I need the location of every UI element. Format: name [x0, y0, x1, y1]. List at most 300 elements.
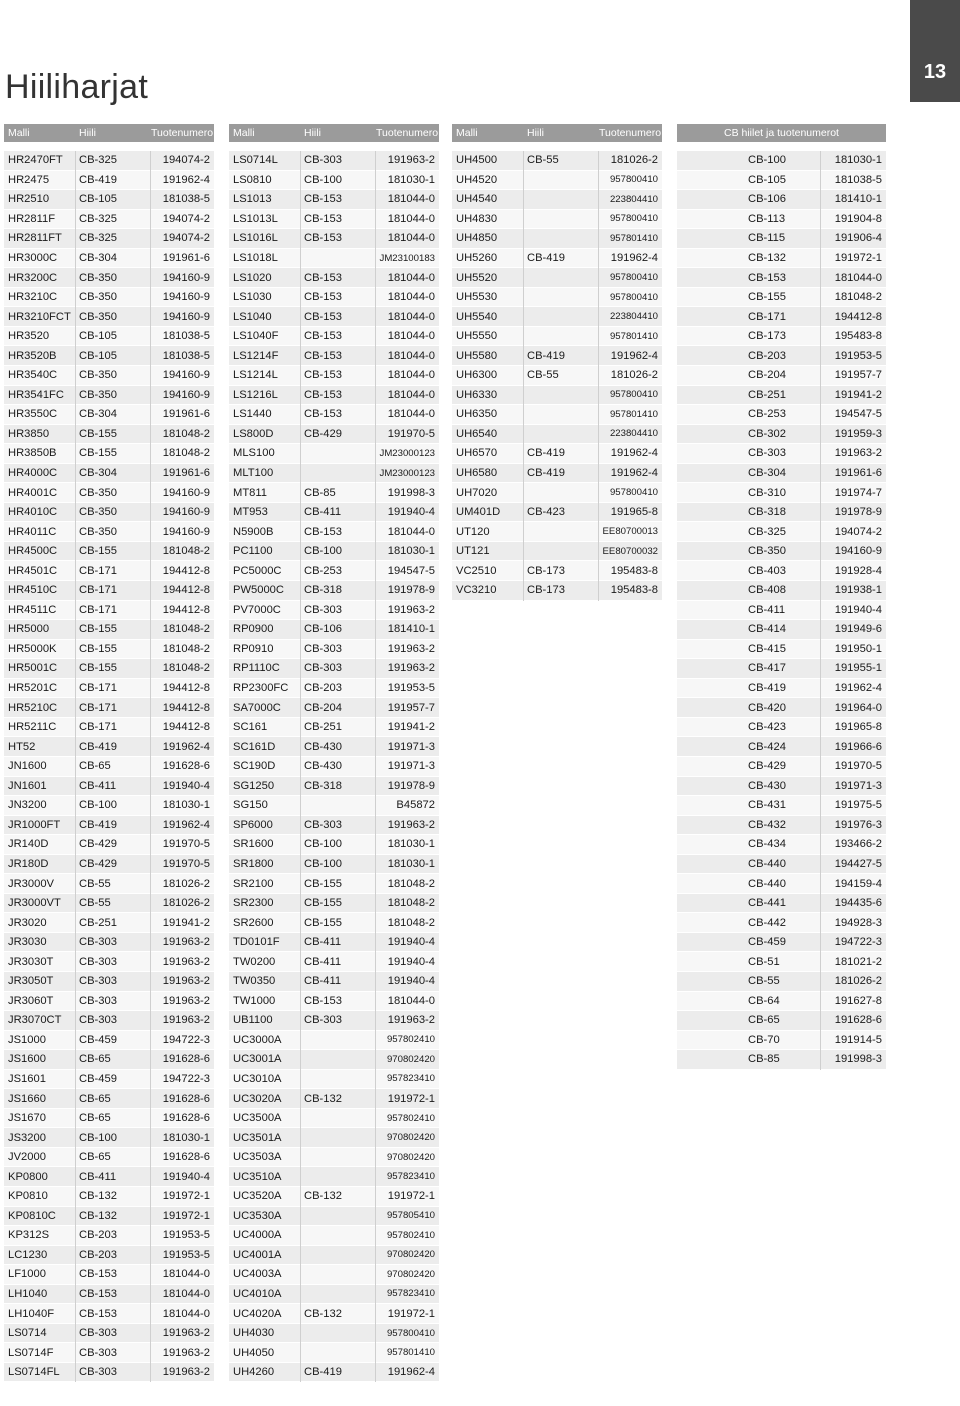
cell-tuotenumero: 191963-2 — [387, 154, 435, 167]
cell-malli: SR2600 — [233, 916, 274, 929]
cell-malli: HR5201C — [8, 682, 58, 695]
cell-hiili: CB-105 — [79, 193, 117, 206]
table-row — [4, 952, 214, 972]
cell-tuotenumero: 181044-0 — [162, 1307, 210, 1320]
table-row — [452, 151, 662, 171]
table-row — [229, 1128, 439, 1148]
cell-malli: RP0900 — [233, 623, 274, 636]
cell-hiili: CB-303 — [79, 1346, 117, 1359]
cell-tuotenumero: 181048-2 — [162, 545, 210, 558]
table-row — [4, 561, 214, 581]
table-row — [4, 464, 214, 484]
cell-malli: MLT100 — [233, 467, 274, 480]
table-row — [4, 444, 214, 464]
cell-malli: UH6350 — [456, 408, 498, 421]
cell-tuotenumero: 181030-1 — [834, 154, 882, 167]
table-row — [4, 1128, 214, 1148]
table-row — [4, 601, 214, 621]
cell-tuotenumero: 194547-5 — [834, 408, 882, 421]
table-row — [677, 366, 886, 386]
cell-hiili: CB-171 — [748, 310, 786, 323]
table-row — [229, 1148, 439, 1168]
table-row — [229, 171, 439, 191]
cell-hiili: CB-173 — [527, 564, 565, 577]
cell-tuotenumero: 957801410 — [386, 1347, 435, 1359]
cell-tuotenumero: 191957-7 — [834, 369, 882, 382]
cell-hiili: CB-303 — [79, 1327, 117, 1340]
cell-tuotenumero: 181038-5 — [162, 349, 210, 362]
cell-tuotenumero: 191949-6 — [834, 623, 882, 636]
cell-malli: UH5520 — [456, 271, 498, 284]
table-row — [229, 346, 439, 366]
column-divider — [300, 151, 301, 1382]
table-row — [4, 1187, 214, 1207]
cell-malli: JR140D — [8, 838, 49, 851]
table-row — [229, 698, 439, 718]
table-row — [229, 190, 439, 210]
table-row — [4, 1265, 214, 1285]
table-row — [677, 386, 886, 406]
cell-malli: HR3541FC — [8, 388, 64, 401]
table-row — [452, 327, 662, 347]
cell-tuotenumero: 191941-2 — [162, 916, 210, 929]
cell-malli: HR3200C — [8, 271, 58, 284]
cell-tuotenumero: 191940-4 — [387, 506, 435, 519]
cell-hiili: CB-55 — [748, 975, 780, 988]
cell-hiili: CB-411 — [304, 506, 342, 519]
cell-tuotenumero: 191628-6 — [162, 1092, 210, 1105]
cell-hiili: CB-419 — [304, 1366, 342, 1379]
cell-malli: VC3210 — [456, 584, 497, 597]
table-row — [4, 816, 214, 836]
cell-hiili: CB-105 — [79, 349, 117, 362]
cell-hiili: CB-325 — [79, 232, 117, 245]
table-column-3 — [452, 124, 662, 601]
cell-tuotenumero: 194722-3 — [162, 1072, 210, 1085]
cell-tuotenumero: 194412-8 — [162, 584, 210, 597]
cell-tuotenumero: 957800410 — [609, 272, 658, 284]
table-row — [677, 601, 886, 621]
cell-tuotenumero: 191938-1 — [834, 584, 882, 597]
cell-tuotenumero: 181044-0 — [162, 1268, 210, 1281]
table-row — [229, 542, 439, 562]
cell-hiili: CB-441 — [748, 897, 786, 910]
cell-tuotenumero: 191963-2 — [387, 642, 435, 655]
cell-hiili: CB-153 — [304, 310, 342, 323]
cell-tuotenumero: 191627-8 — [834, 994, 882, 1007]
column-divider — [375, 151, 376, 1382]
table-row — [229, 1187, 439, 1207]
cell-tuotenumero: 191906-4 — [834, 232, 882, 245]
cell-tuotenumero: 181026-2 — [610, 154, 658, 167]
cell-tuotenumero: 181026-2 — [162, 877, 210, 890]
cell-tuotenumero: 181026-2 — [162, 897, 210, 910]
table-row — [4, 640, 214, 660]
cell-hiili: CB-55 — [527, 369, 559, 382]
cell-tuotenumero: 191978-9 — [387, 584, 435, 597]
table-row — [4, 386, 214, 406]
cell-tuotenumero: 191972-1 — [162, 1190, 210, 1203]
table-row — [677, 777, 886, 797]
cell-malli: KP0810 — [8, 1190, 48, 1203]
cell-tuotenumero: 191963-2 — [162, 1366, 210, 1379]
cell-tuotenumero: 181030-1 — [387, 838, 435, 851]
table-row — [4, 366, 214, 386]
cell-malli: UC4020A — [233, 1307, 282, 1320]
cell-tuotenumero: 181030-1 — [162, 799, 210, 812]
table-row — [229, 835, 439, 855]
cell-tuotenumero: 191974-7 — [834, 486, 882, 499]
cell-malli: UT121 — [456, 545, 490, 558]
cell-tuotenumero: 181021-2 — [834, 955, 882, 968]
cell-tuotenumero: 195483-8 — [610, 564, 658, 577]
table-row — [229, 1226, 439, 1246]
table-row — [229, 307, 439, 327]
table-row — [229, 1167, 439, 1187]
table-row — [677, 307, 886, 327]
cell-hiili: CB-415 — [748, 642, 786, 655]
table-row — [677, 698, 886, 718]
cell-malli: LS1214F — [233, 349, 279, 362]
table-row — [677, 972, 886, 992]
cell-malli: LS1013L — [233, 212, 278, 225]
cell-malli: UH6300 — [456, 369, 498, 382]
cell-hiili: CB-411 — [79, 779, 117, 792]
cell-tuotenumero: 191953-5 — [834, 349, 882, 362]
cell-malli: HR4000C — [8, 467, 58, 480]
cell-tuotenumero: 191972-1 — [387, 1307, 435, 1320]
cell-hiili: CB-303 — [304, 603, 342, 616]
table-row — [4, 327, 214, 347]
cell-tuotenumero: 191972-1 — [387, 1092, 435, 1105]
table-row — [229, 581, 439, 601]
cell-hiili: CB-419 — [79, 818, 117, 831]
cell-tuotenumero: 223804410 — [609, 311, 658, 323]
cell-tuotenumero: 191940-4 — [387, 975, 435, 988]
cell-malli: LS1440 — [233, 408, 272, 421]
cell-malli: JS1670 — [8, 1112, 46, 1125]
cell-hiili: CB-325 — [79, 212, 117, 225]
cell-tuotenumero: 191962-4 — [834, 682, 882, 695]
cell-malli: UC3010A — [233, 1072, 282, 1085]
table-row — [4, 835, 214, 855]
cell-hiili: CB-303 — [748, 447, 786, 460]
cell-hiili: CB-100 — [304, 838, 342, 851]
table-row — [4, 581, 214, 601]
cell-malli: UH4850 — [456, 232, 498, 245]
table-row — [229, 1050, 439, 1070]
cell-hiili: CB-203 — [304, 682, 342, 695]
cell-tuotenumero: 191962-4 — [610, 252, 658, 264]
cell-hiili: CB-55 — [527, 154, 559, 167]
cell-tuotenumero: 181026-2 — [834, 975, 882, 988]
cell-tuotenumero: 191978-9 — [834, 506, 882, 519]
table-row — [229, 1011, 439, 1031]
cell-malli: UC4010A — [233, 1287, 282, 1300]
cell-malli: LH1040 — [8, 1287, 48, 1300]
cell-hiili: CB-105 — [748, 173, 786, 186]
cell-malli: LS0714L — [233, 154, 278, 167]
cell-tuotenumero: 223804410 — [609, 428, 658, 440]
cell-malli: JV2000 — [8, 1151, 46, 1164]
table-row — [229, 444, 439, 464]
table-row — [677, 874, 886, 894]
cell-tuotenumero: 181044-0 — [387, 232, 435, 245]
cell-tuotenumero: 191963-2 — [387, 662, 435, 675]
table-row — [677, 796, 886, 816]
cell-tuotenumero: 181038-5 — [162, 330, 210, 343]
cell-hiili: CB-65 — [79, 1112, 111, 1125]
cell-hiili: CB-106 — [748, 193, 786, 206]
cell-malli: HR3520B — [8, 349, 57, 362]
table-row — [452, 405, 662, 425]
cell-tuotenumero: 191628-6 — [162, 1112, 210, 1125]
cell-hiili: CB-203 — [748, 349, 786, 362]
table-row — [452, 464, 662, 484]
table-row — [229, 1343, 439, 1363]
cell-malli: HT52 — [8, 740, 36, 753]
cell-tuotenumero: 194412-8 — [162, 701, 210, 714]
cell-hiili: CB-132 — [79, 1209, 117, 1222]
table-row — [229, 1089, 439, 1109]
cell-tuotenumero: 957801410 — [609, 408, 658, 420]
table-row — [4, 933, 214, 953]
cell-tuotenumero: 191962-4 — [610, 447, 658, 460]
cell-tuotenumero: 191972-1 — [387, 1190, 435, 1203]
cell-hiili: CB-411 — [304, 975, 342, 988]
cell-hiili: CB-153 — [304, 232, 342, 245]
cell-hiili: CB-417 — [748, 662, 786, 675]
cell-hiili: CB-153 — [304, 212, 342, 225]
cell-hiili: CB-171 — [79, 584, 117, 597]
table-row — [677, 249, 886, 269]
header-malli: Malli — [233, 127, 255, 139]
table-row — [229, 425, 439, 445]
table-row — [229, 503, 439, 523]
cell-tuotenumero: 194160-9 — [162, 369, 210, 382]
cell-hiili: CB-318 — [304, 779, 342, 792]
cell-hiili: CB-51 — [748, 955, 780, 968]
header-hiili: Hiili — [79, 127, 96, 139]
table-column-2 — [229, 124, 439, 1382]
table-row — [452, 581, 662, 601]
cell-malli: UC3020A — [233, 1092, 282, 1105]
cell-hiili: CB-251 — [79, 916, 117, 929]
cell-tuotenumero: 191962-4 — [610, 467, 658, 480]
cell-malli: LS1040 — [233, 310, 272, 323]
table-row — [677, 913, 886, 933]
cell-malli: HR2811FT — [8, 232, 62, 245]
cell-tuotenumero: 181048-2 — [387, 916, 435, 929]
cell-tuotenumero: 181038-5 — [834, 173, 882, 186]
cell-hiili: CB-203 — [79, 1248, 117, 1261]
cell-tuotenumero: 191628-6 — [162, 760, 210, 773]
table-row — [452, 444, 662, 464]
cell-tuotenumero: 181410-1 — [387, 623, 435, 636]
table-row — [452, 307, 662, 327]
cell-tuotenumero: 957801410 — [609, 330, 658, 342]
cell-hiili: CB-350 — [748, 545, 786, 558]
cell-malli: UT120 — [456, 525, 490, 538]
cell-tuotenumero: 970802420 — [386, 1053, 435, 1065]
cell-malli: UH7020 — [456, 486, 498, 499]
table-row — [677, 620, 886, 640]
cell-tuotenumero: 191971-3 — [834, 779, 882, 792]
table-row — [677, 659, 886, 679]
cell-malli: LF1000 — [8, 1268, 46, 1281]
table-row — [4, 1324, 214, 1344]
table-row — [229, 327, 439, 347]
cell-tuotenumero: 194412-8 — [162, 564, 210, 577]
cell-malli: HR4500C — [8, 545, 58, 558]
cell-malli: LS800D — [233, 427, 274, 440]
table-header — [452, 124, 662, 142]
table-row — [677, 952, 886, 972]
table-row — [4, 1148, 214, 1168]
table-row — [4, 1070, 214, 1090]
table-row — [229, 816, 439, 836]
table-row — [229, 151, 439, 171]
table-row — [4, 503, 214, 523]
table-body — [229, 151, 439, 1382]
cell-malli: UH5260 — [456, 252, 498, 264]
cell-tuotenumero: 970802420 — [386, 1268, 435, 1280]
table-row — [229, 796, 439, 816]
cell-hiili: CB-303 — [79, 975, 117, 988]
table-row — [229, 757, 439, 777]
cell-malli: JR3060T — [8, 994, 54, 1007]
table-row — [4, 1167, 214, 1187]
table-row — [229, 366, 439, 386]
cell-tuotenumero: 194074-2 — [162, 154, 210, 167]
cell-malli: HR4001C — [8, 486, 58, 499]
cell-malli: RP1110C — [233, 662, 280, 675]
cell-hiili: CB-132 — [304, 1307, 342, 1320]
cell-malli: HR5211C — [8, 721, 57, 734]
cell-malli: LC1230 — [8, 1248, 48, 1261]
cell-tuotenumero: 194160-9 — [162, 291, 210, 304]
table-row — [229, 1304, 439, 1324]
cell-hiili: CB-423 — [748, 721, 786, 734]
cell-hiili: CB-251 — [304, 721, 342, 734]
cell-malli: HR3000C — [8, 252, 58, 264]
cell-tuotenumero: 191963-2 — [387, 818, 435, 831]
cell-malli: SR1800 — [233, 857, 274, 870]
cell-hiili: CB-115 — [748, 232, 786, 245]
cell-hiili: CB-251 — [748, 388, 786, 401]
cell-hiili: CB-430 — [304, 760, 342, 773]
cell-malli: LS1216L — [233, 388, 278, 401]
table-row — [229, 1031, 439, 1051]
cell-tuotenumero: 191975-5 — [834, 799, 882, 812]
table-row — [452, 561, 662, 581]
table-row — [229, 405, 439, 425]
cell-tuotenumero: 970802420 — [386, 1151, 435, 1163]
cell-tuotenumero: 191971-3 — [387, 740, 435, 753]
cell-malli: HR2475 — [8, 173, 50, 186]
table-row — [229, 620, 439, 640]
cell-hiili: CB-203 — [79, 1229, 117, 1242]
column-divider — [523, 151, 524, 601]
cell-tuotenumero: 194435-6 — [834, 897, 882, 910]
table-row — [677, 992, 886, 1012]
cell-tuotenumero: 181030-1 — [387, 545, 435, 558]
cell-hiili: CB-173 — [527, 584, 565, 597]
cell-hiili: CB-420 — [748, 701, 786, 714]
cell-malli: LS1030 — [233, 291, 272, 304]
cell-hiili: CB-100 — [304, 545, 342, 558]
cell-malli: UC4000A — [233, 1229, 282, 1242]
cell-tuotenumero: 191963-2 — [162, 975, 210, 988]
cell-hiili: CB-132 — [304, 1092, 342, 1105]
column-divider — [820, 151, 821, 1070]
cell-malli: JN3200 — [8, 799, 47, 812]
cell-hiili: CB-303 — [304, 818, 342, 831]
table-row — [452, 483, 662, 503]
cell-tuotenumero: 194412-8 — [162, 721, 210, 734]
cell-tuotenumero: 223804410 — [609, 193, 658, 205]
cell-malli: TW1000 — [233, 994, 276, 1007]
cell-hiili: CB-419 — [527, 467, 565, 480]
table-row — [4, 737, 214, 757]
table-row — [677, 581, 886, 601]
cell-malli: MT953 — [233, 506, 268, 519]
table-row — [4, 1226, 214, 1246]
cell-tuotenumero: 181048-2 — [162, 662, 210, 675]
cell-malli: JS1601 — [8, 1072, 46, 1085]
cell-tuotenumero: 194160-9 — [834, 545, 882, 558]
cell-hiili: CB-350 — [79, 525, 117, 538]
cell-hiili: CB-303 — [79, 994, 117, 1007]
cell-hiili: CB-304 — [79, 252, 117, 264]
cell-hiili: CB-303 — [79, 955, 117, 968]
cell-tuotenumero: 191928-4 — [834, 564, 882, 577]
table-row — [677, 1031, 886, 1051]
table-row — [677, 405, 886, 425]
table-row — [229, 913, 439, 933]
cell-hiili: CB-155 — [748, 291, 786, 304]
cell-tuotenumero: 191961-6 — [162, 408, 210, 421]
cell-tuotenumero: 181048-2 — [162, 623, 210, 636]
cell-hiili: CB-155 — [79, 545, 117, 558]
table-row — [677, 561, 886, 581]
cell-tuotenumero: 957800410 — [386, 1327, 435, 1339]
cell-hiili: CB-65 — [79, 1053, 111, 1066]
cell-hiili: CB-303 — [304, 154, 342, 167]
cell-tuotenumero: 181044-0 — [387, 408, 435, 421]
cell-malli: SP6000 — [233, 818, 273, 831]
cell-malli: VC2510 — [456, 564, 497, 577]
cell-malli: UC3503A — [233, 1151, 282, 1164]
cell-malli: N5900B — [233, 525, 274, 538]
cell-hiili: CB-65 — [748, 1014, 780, 1027]
table-row — [452, 190, 662, 210]
cell-tuotenumero: 193466-2 — [834, 838, 882, 851]
cell-hiili: CB-430 — [748, 779, 786, 792]
cell-malli: LS1018L — [233, 252, 278, 264]
table-row — [229, 952, 439, 972]
header-malli: Malli — [8, 127, 30, 139]
cell-hiili: CB-153 — [748, 271, 786, 284]
cell-tuotenumero: 191961-6 — [162, 252, 210, 264]
cell-malli: HR2470FT — [8, 154, 63, 167]
cell-hiili: CB-64 — [748, 994, 780, 1007]
cell-malli: UH4030 — [233, 1327, 275, 1340]
table-row — [229, 210, 439, 230]
cell-malli: MLS100 — [233, 447, 275, 460]
cell-malli: UC3520A — [233, 1190, 282, 1203]
cell-hiili: CB-153 — [304, 525, 342, 538]
